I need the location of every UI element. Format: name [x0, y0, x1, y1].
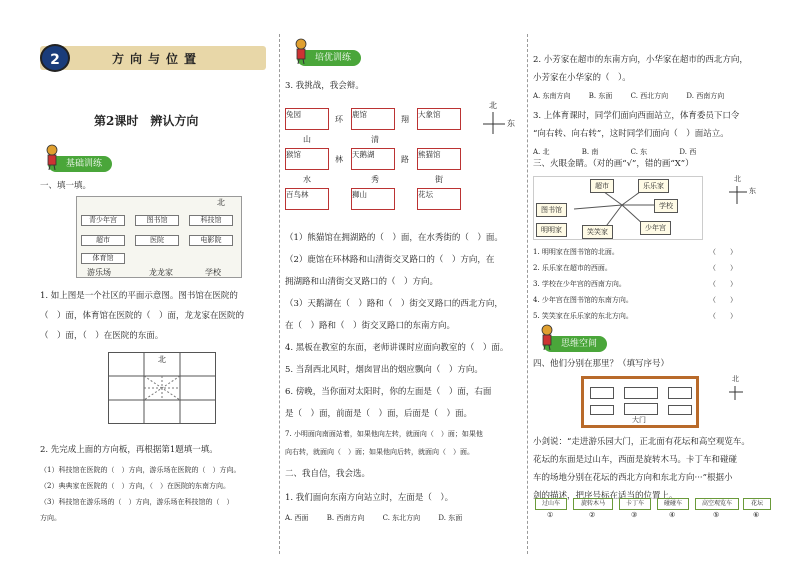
diagram-place: 少年宫 [640, 221, 671, 235]
option: C. 东 [630, 148, 648, 156]
section-heading: 四、他们分别在那里？（填写序号） [533, 359, 670, 369]
ride-label: 高空观览车 [695, 498, 739, 510]
section-tag-label: 基础训练 [66, 159, 103, 169]
map-place: 游乐场 [87, 268, 111, 277]
park-gate: 大门 [632, 416, 646, 424]
ride-number: ③ [631, 511, 638, 519]
question-line: 1. 我们面向东南方向站立时，左面是（ ）。 [285, 493, 454, 503]
question-line: 小芳家在小华家的（ ）。 [533, 73, 631, 83]
question-line: 3. 上体育课时，同学们面向西面站立，体育委员下口令 [533, 111, 740, 121]
ride-list [535, 498, 771, 526]
section-heading: 二、我自信，我会选。 [285, 469, 371, 479]
map-place: 科技馆 [189, 215, 233, 226]
options-row [533, 146, 712, 158]
park-slot [624, 387, 658, 399]
judge-item: 3. 学校在少年宫的西南方向。 [533, 280, 626, 288]
left-column [38, 0, 276, 562]
judge-item: 1. 明明家在图书馆的北面。 [533, 248, 619, 256]
question-line: “向右转、向右转”，这时同学们面向（ ）面站立。 [533, 129, 729, 139]
section-tag-label: 培优训练 [315, 53, 352, 63]
road-char: 秀 [371, 175, 379, 184]
zoo-cell-label: 鹿馆 [352, 110, 367, 119]
question-line: 是（ ）面，前面是（ ）面，后面是（ ）面。 [285, 409, 473, 419]
question-line: 5. 当刮西北风时，烟囱冒出的烟应飘向（ ）方向。 [285, 365, 483, 375]
ride-label: 过山车 [535, 498, 567, 510]
chapter-number: 2 [40, 44, 70, 72]
compass-cross-icon [727, 378, 751, 402]
zoo-cell [417, 108, 461, 130]
direction-board [108, 352, 216, 424]
ride-number: ⑤ [713, 511, 720, 519]
ride-label: 碰碰车 [657, 498, 689, 510]
option: B. 南 [581, 148, 599, 156]
question-line: （2）典典家在医院的（ ）方向，（ ）在医院的东南方向。 [40, 482, 230, 490]
zoo-cell [351, 148, 395, 170]
map-north-label: 北 [217, 198, 225, 207]
story-line: 花坛的东面是过山车，西面是旋转木马。卡丁车和碰碰 [533, 455, 738, 465]
map-place: 电影院 [189, 235, 233, 246]
map-place: 图书馆 [135, 215, 179, 226]
zoo-cell-label: 花坛 [418, 190, 433, 199]
compass-north: 北 [489, 101, 497, 110]
zoo-cell [285, 188, 329, 210]
zoo-cell [285, 148, 329, 170]
road-char: 翔 [401, 115, 409, 124]
compass [729, 175, 759, 206]
chapter-title: 方向与位置 [112, 52, 203, 66]
zoo-cell [417, 148, 461, 170]
question-line: 4. 黑板在教室的东面，老师讲课时应面向教室的（ ）面。 [285, 343, 509, 353]
compass [727, 375, 751, 402]
judge-blank[interactable]: （ ） [709, 280, 737, 288]
diagram-place: 笑笑家 [582, 225, 613, 239]
options-row [533, 90, 740, 102]
diagram-place: 乐乐家 [638, 179, 669, 193]
zoo-map [285, 104, 485, 222]
park-slot [590, 405, 614, 415]
question-line: 拥湖路和山清街交叉路口的（ ）方向。 [285, 277, 439, 287]
question-line: 3. 我挑战，我会辩。 [285, 81, 364, 91]
compass-east: 东 [749, 187, 756, 195]
question-line: 1. 如上图是一个社区的平面示意图。图书馆在医院的 [40, 291, 238, 301]
option: A. 东南方向 [533, 92, 571, 100]
map-place: 超市 [81, 235, 125, 246]
question-line: （2）鹿馆在环林路和山清街交叉路口的（ ）方向，在 [285, 255, 495, 265]
section-heading: 一、填一填。 [40, 181, 92, 191]
zoo-cell [285, 108, 329, 130]
park-slot [624, 403, 658, 415]
compass-north: 北 [734, 175, 741, 183]
road-char: 街 [435, 175, 443, 184]
park-slot [668, 387, 692, 399]
question-line: 向右转，就面向（ ）面；如果他向后转，就面向（ ）面。 [285, 448, 474, 456]
option: A. 北 [533, 148, 550, 156]
diagram-place: 图书馆 [536, 203, 567, 217]
diagram-place: 学校 [654, 199, 678, 213]
option: C. 西北方向 [630, 92, 669, 100]
right-column [531, 0, 776, 562]
section-tag [48, 156, 112, 172]
judge-blank[interactable]: （ ） [709, 312, 737, 320]
map-place: 学校 [205, 268, 221, 277]
middle-column [283, 0, 523, 562]
judge-blank[interactable]: （ ） [709, 296, 737, 304]
question-line: （ ）面，（ ）在医院的东面。 [40, 331, 164, 341]
road-char: 林 [335, 155, 343, 164]
judge-item: 4. 少年宫在图书馆的东南方向。 [533, 296, 633, 304]
zoo-cell-label: 兔园 [286, 110, 301, 119]
map-place: 体育馆 [81, 253, 125, 264]
question-line: （3）科技馆在游乐场的（ ）方向，游乐场在科技馆的（ ） [40, 498, 234, 506]
community-map [76, 196, 242, 278]
diagram-place: 超市 [590, 179, 614, 193]
ride-label: 旋转木马 [573, 498, 613, 510]
question-line: （ ）面，体育馆在医院的（ ）面，龙龙家在医院的 [40, 311, 245, 321]
column-divider [279, 34, 280, 554]
section-heading: 三、火眼金睛。（对的画“√”，错的画“X”） [533, 159, 694, 169]
compass-east: 东 [507, 119, 515, 128]
map-place: 医院 [135, 235, 179, 246]
mascot-icon [44, 144, 60, 170]
judge-item: 5. 笑笑家在乐乐家的东北方向。 [533, 312, 633, 320]
road-char: 环 [335, 115, 343, 124]
zoo-cell-label: 天鹅湖 [352, 150, 375, 159]
option: D. 西南方向 [686, 92, 725, 100]
question-line: （1）科技馆在医院的（ ）方向，游乐场在医院的（ ）方向。 [40, 466, 241, 474]
compass-north: 北 [732, 375, 739, 383]
road-char: 路 [401, 155, 409, 164]
chapter-banner [40, 46, 266, 70]
diagram-place: 明明家 [536, 223, 567, 237]
section-tag [543, 336, 607, 352]
story-line: 剑的描述，把序号标在适当的位置上。 [533, 491, 678, 501]
mascot-icon [293, 38, 309, 64]
option: D. 东面 [438, 514, 463, 522]
map-place: 龙龙家 [149, 268, 173, 277]
ride-label: 花坛 [743, 498, 771, 510]
lesson-title: 第2课时 辨认方向 [94, 114, 199, 128]
question-line: 7. 小明面向南面站着，如果他向左转，就面向（ ）面；如果他 [285, 430, 483, 438]
zoo-cell-label: 狮山 [352, 190, 367, 199]
question-line: 方向。 [40, 514, 61, 522]
option: B. 东面 [588, 92, 613, 100]
zoo-cell [351, 188, 395, 210]
option: A. 西面 [285, 514, 309, 522]
zoo-cell-label: 大象馆 [418, 110, 441, 119]
ride-number: ④ [669, 511, 676, 519]
zoo-cell-label: 熊猫馆 [418, 150, 441, 159]
question-line: 在（ ）路和（ ）街交叉路口的东南方向。 [285, 321, 456, 331]
question-line: 6. 傍晚，当你面对太阳时，你的左面是（ ）面，右面 [285, 387, 492, 397]
road-char: 清 [371, 135, 379, 144]
option: B. 西南方向 [326, 514, 365, 522]
question-line: （3）天鹅湖在（ ）路和（ ）街交叉路口的西北方向， [285, 299, 503, 309]
ride-label: 卡丁车 [619, 498, 651, 510]
section-tag-label: 思维空间 [561, 339, 598, 349]
option: D. 西 [679, 148, 697, 156]
zoo-cell-label: 百鸟林 [286, 190, 309, 199]
map-place: 青少年宫 [81, 215, 125, 226]
question-line: （1）熊猫馆在拥湖路的（ ）面，在水秀街的（ ）面。 [285, 233, 503, 243]
judge-item: 2. 乐乐家在超市的西面。 [533, 264, 612, 272]
question-line: 2. 先完成上面的方向板，再根据第1题填一填。 [40, 445, 218, 455]
park-map [581, 376, 699, 428]
zoo-cell [351, 108, 395, 130]
park-slot [590, 387, 614, 399]
mascot-icon [539, 324, 555, 350]
judge-blank[interactable]: （ ） [709, 264, 737, 272]
column-divider [527, 34, 528, 554]
zoo-cell-label: 猴馆 [286, 150, 301, 159]
ride-number: ② [589, 511, 596, 519]
story-line: 车的场地分别在花坛的西北方向和东北方向···”根据小 [533, 473, 733, 483]
road-char: 水 [303, 175, 311, 184]
zoo-cell [417, 188, 461, 210]
options-row [285, 512, 478, 524]
location-diagram [533, 176, 703, 240]
ride-number: ① [547, 511, 554, 519]
board-north-label: 北 [158, 355, 166, 364]
question-line: 2. 小芳家在超市的东南方向，小华家在超市的西北方向， [533, 55, 748, 65]
story-line: 小剑说：“走进游乐园大门，正北面有花坛和高空观览车。 [533, 437, 750, 447]
compass [483, 101, 519, 136]
road-char: 山 [303, 135, 311, 144]
option: C. 东北方向 [382, 514, 421, 522]
park-slot [668, 405, 692, 415]
judge-blank[interactable]: （ ） [709, 248, 737, 256]
ride-number: ⑥ [753, 511, 760, 519]
section-tag [297, 50, 361, 66]
